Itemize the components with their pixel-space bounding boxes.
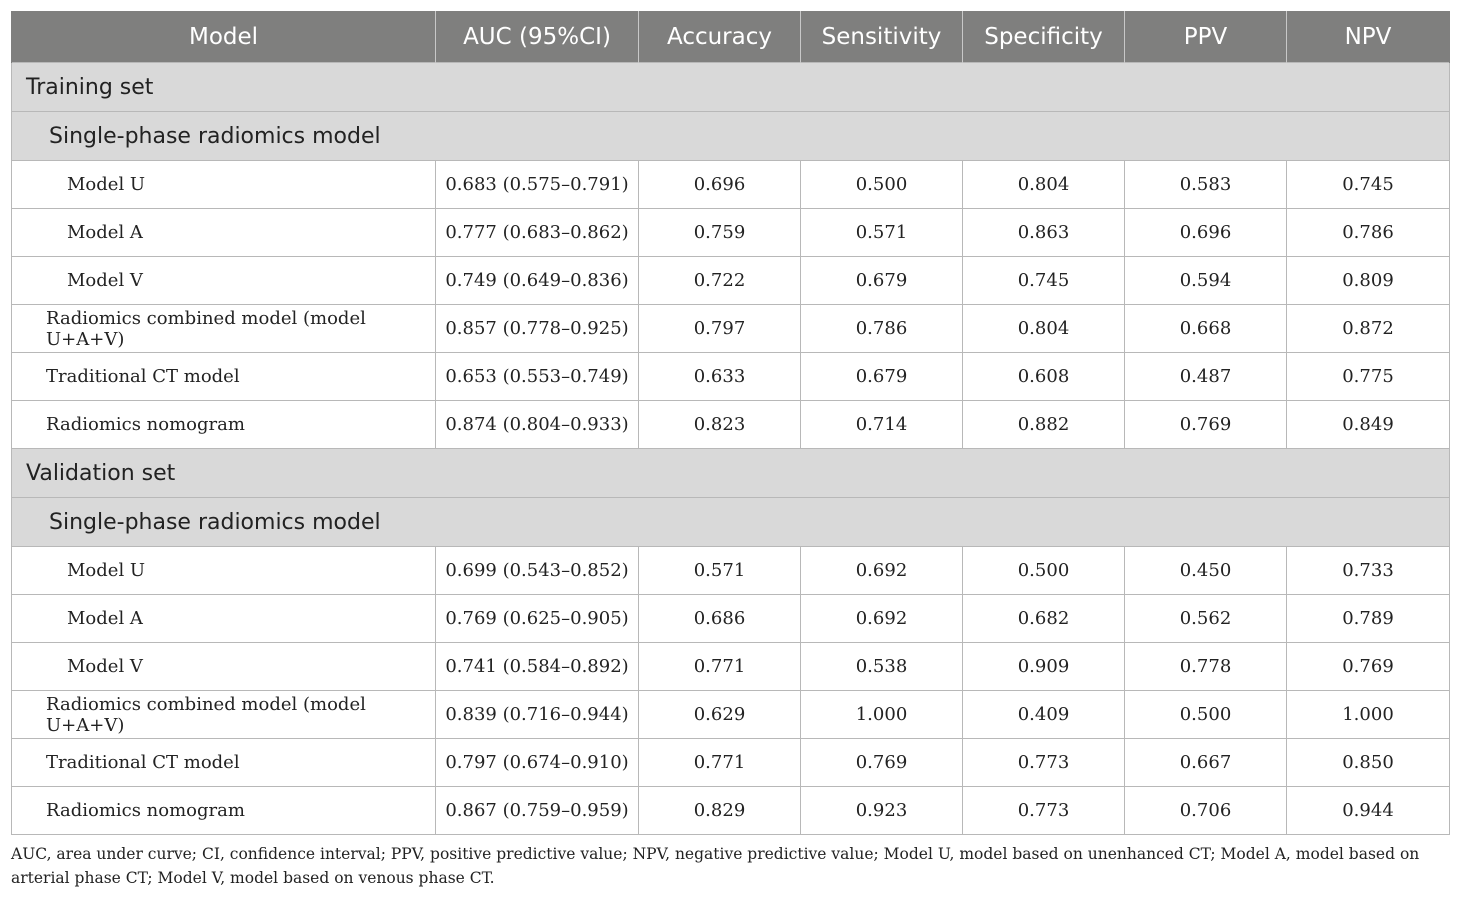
cell-sensitivity: 1.000 xyxy=(801,691,963,739)
header-row xyxy=(12,12,1450,63)
cell-accuracy: 0.829 xyxy=(639,787,801,835)
header-model: Model xyxy=(12,12,436,63)
table-row xyxy=(12,595,1450,643)
cell-accuracy: 0.633 xyxy=(639,353,801,401)
table-footnote: AUC, area under curve; CI, confidence interval; PPV, positive predictive value; NPV, negative predictive value; Model U, model based on unenhanced CT; Model A, model based on arterial phase CT; Model V, model based on venous phase CT. xyxy=(11,845,1420,887)
table-row xyxy=(12,643,1450,691)
subsection-label: Single-phase radiomics model xyxy=(12,112,1450,161)
cell-auc: 0.699 (0.543–0.852) xyxy=(436,547,639,595)
cell-auc: 0.839 (0.716–0.944) xyxy=(436,691,639,739)
header-specificity: Specificity xyxy=(963,12,1125,63)
model-performance-table xyxy=(11,11,1450,835)
cell-sensitivity: 0.679 xyxy=(801,353,963,401)
cell-ppv: 0.667 xyxy=(1125,739,1287,787)
cell-auc: 0.749 (0.649–0.836) xyxy=(436,257,639,305)
cell-model: Model A xyxy=(12,595,436,643)
cell-sensitivity: 0.500 xyxy=(801,161,963,209)
cell-auc: 0.653 (0.553–0.749) xyxy=(436,353,639,401)
cell-specificity: 0.773 xyxy=(963,739,1125,787)
cell-auc: 0.741 (0.584–0.892) xyxy=(436,643,639,691)
cell-accuracy: 0.696 xyxy=(639,161,801,209)
cell-model: Model A xyxy=(12,209,436,257)
cell-ppv: 0.706 xyxy=(1125,787,1287,835)
cell-model: Model U xyxy=(12,547,436,595)
cell-npv: 0.775 xyxy=(1287,353,1450,401)
table-row xyxy=(12,305,1450,353)
cell-specificity: 0.909 xyxy=(963,643,1125,691)
cell-accuracy: 0.823 xyxy=(639,401,801,449)
cell-auc: 0.857 (0.778–0.925) xyxy=(436,305,639,353)
cell-specificity: 0.745 xyxy=(963,257,1125,305)
header-npv: NPV xyxy=(1287,12,1450,63)
cell-specificity: 0.608 xyxy=(963,353,1125,401)
cell-ppv: 0.696 xyxy=(1125,209,1287,257)
cell-ppv: 0.668 xyxy=(1125,305,1287,353)
cell-sensitivity: 0.692 xyxy=(801,547,963,595)
cell-accuracy: 0.571 xyxy=(639,547,801,595)
cell-ppv: 0.583 xyxy=(1125,161,1287,209)
cell-accuracy: 0.759 xyxy=(639,209,801,257)
cell-auc: 0.777 (0.683–0.862) xyxy=(436,209,639,257)
cell-ppv: 0.500 xyxy=(1125,691,1287,739)
section-label: Training set xyxy=(12,63,1450,112)
table-row xyxy=(12,209,1450,257)
cell-model: Model V xyxy=(12,257,436,305)
header-ppv: PPV xyxy=(1125,12,1287,63)
cell-auc: 0.874 (0.804–0.933) xyxy=(436,401,639,449)
cell-npv: 0.809 xyxy=(1287,257,1450,305)
cell-sensitivity: 0.714 xyxy=(801,401,963,449)
cell-ppv: 0.778 xyxy=(1125,643,1287,691)
cell-npv: 0.786 xyxy=(1287,209,1450,257)
cell-model: Model U xyxy=(12,161,436,209)
cell-accuracy: 0.686 xyxy=(639,595,801,643)
cell-npv: 0.872 xyxy=(1287,305,1450,353)
section-row-training xyxy=(12,63,1450,112)
table-row xyxy=(12,257,1450,305)
cell-accuracy: 0.771 xyxy=(639,739,801,787)
cell-sensitivity: 0.923 xyxy=(801,787,963,835)
cell-model: Radiomics nomogram xyxy=(12,401,436,449)
section-row-validation xyxy=(12,449,1450,498)
table-row xyxy=(12,547,1450,595)
cell-specificity: 0.500 xyxy=(963,547,1125,595)
header-sensitivity: Sensitivity xyxy=(801,12,963,63)
cell-npv: 0.849 xyxy=(1287,401,1450,449)
cell-sensitivity: 0.692 xyxy=(801,595,963,643)
cell-specificity: 0.804 xyxy=(963,161,1125,209)
cell-auc: 0.797 (0.674–0.910) xyxy=(436,739,639,787)
cell-model: Radiomics nomogram xyxy=(12,787,436,835)
cell-model: Traditional CT model xyxy=(12,739,436,787)
cell-specificity: 0.882 xyxy=(963,401,1125,449)
results-table-container xyxy=(11,11,1449,835)
cell-sensitivity: 0.538 xyxy=(801,643,963,691)
cell-npv: 0.850 xyxy=(1287,739,1450,787)
cell-npv: 0.733 xyxy=(1287,547,1450,595)
cell-specificity: 0.804 xyxy=(963,305,1125,353)
cell-ppv: 0.450 xyxy=(1125,547,1287,595)
cell-sensitivity: 0.571 xyxy=(801,209,963,257)
subsection-row-validation xyxy=(12,498,1450,547)
cell-npv: 0.789 xyxy=(1287,595,1450,643)
cell-accuracy: 0.797 xyxy=(639,305,801,353)
cell-npv: 1.000 xyxy=(1287,691,1450,739)
cell-sensitivity: 0.679 xyxy=(801,257,963,305)
subsection-row-training xyxy=(12,112,1450,161)
cell-ppv: 0.562 xyxy=(1125,595,1287,643)
cell-model: Radiomics combined model (model U+A+V) xyxy=(12,305,436,353)
header-accuracy: Accuracy xyxy=(639,12,801,63)
cell-specificity: 0.682 xyxy=(963,595,1125,643)
cell-auc: 0.867 (0.759–0.959) xyxy=(436,787,639,835)
cell-specificity: 0.863 xyxy=(963,209,1125,257)
table-row xyxy=(12,787,1450,835)
cell-npv: 0.944 xyxy=(1287,787,1450,835)
table-row xyxy=(12,739,1450,787)
header-auc: AUC (95%CI) xyxy=(436,12,639,63)
cell-ppv: 0.594 xyxy=(1125,257,1287,305)
subsection-label: Single-phase radiomics model xyxy=(12,498,1450,547)
cell-ppv: 0.769 xyxy=(1125,401,1287,449)
cell-model: Traditional CT model xyxy=(12,353,436,401)
table-row xyxy=(12,691,1450,739)
cell-auc: 0.769 (0.625–0.905) xyxy=(436,595,639,643)
cell-sensitivity: 0.769 xyxy=(801,739,963,787)
cell-specificity: 0.773 xyxy=(963,787,1125,835)
cell-npv: 0.745 xyxy=(1287,161,1450,209)
table-row xyxy=(12,353,1450,401)
section-label: Validation set xyxy=(12,449,1450,498)
cell-npv: 0.769 xyxy=(1287,643,1450,691)
cell-accuracy: 0.722 xyxy=(639,257,801,305)
table-row xyxy=(12,161,1450,209)
cell-sensitivity: 0.786 xyxy=(801,305,963,353)
cell-accuracy: 0.629 xyxy=(639,691,801,739)
cell-model: Model V xyxy=(12,643,436,691)
cell-specificity: 0.409 xyxy=(963,691,1125,739)
cell-ppv: 0.487 xyxy=(1125,353,1287,401)
cell-auc: 0.683 (0.575–0.791) xyxy=(436,161,639,209)
table-row xyxy=(12,401,1450,449)
cell-accuracy: 0.771 xyxy=(639,643,801,691)
cell-model: Radiomics combined model (model U+A+V) xyxy=(12,691,436,739)
